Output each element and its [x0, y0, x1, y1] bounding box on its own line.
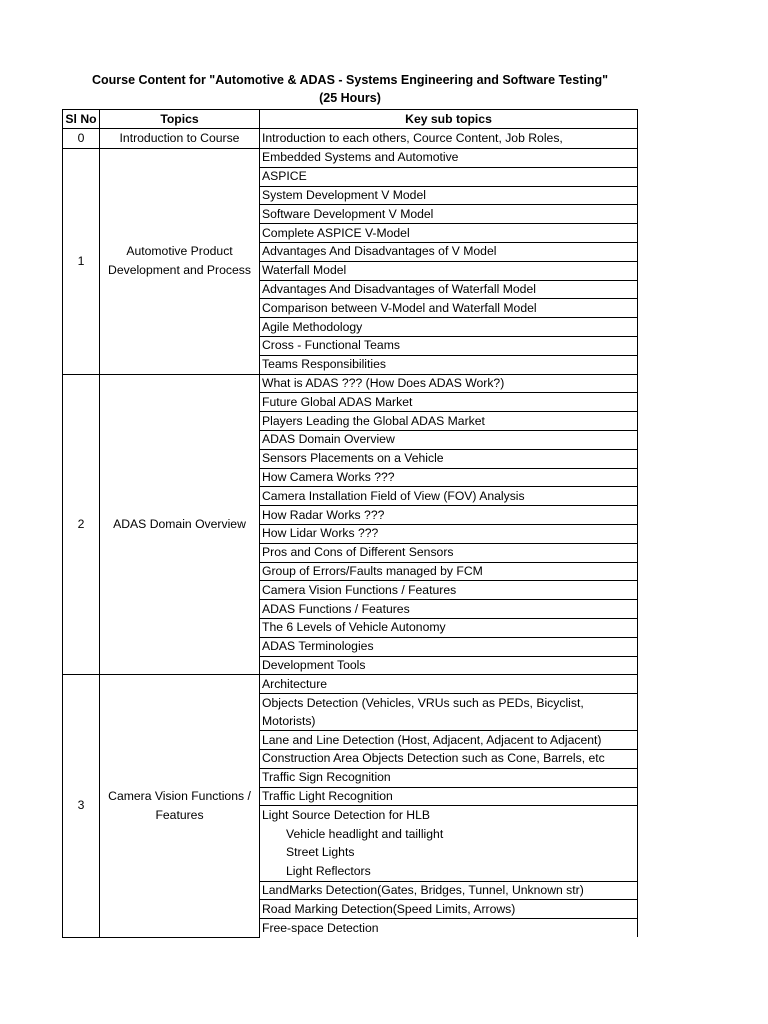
- sub-topic: Free-space Detection: [260, 919, 638, 937]
- table-row: [63, 129, 638, 149]
- sub-topic: Traffic Sign Recognition: [260, 768, 638, 787]
- section-topic: ADAS Domain Overview: [100, 374, 260, 675]
- header-key-sub-topics: Key sub topics: [260, 110, 638, 129]
- sub-topic-indented: Street Lights: [286, 845, 355, 860]
- sub-topic: Future Global ADAS Market: [260, 393, 638, 412]
- sub-topic: Advantages And Disadvantages of Waterfall Model: [260, 280, 638, 299]
- sub-topic: Camera Vision Functions / Features: [260, 581, 638, 600]
- sub-topic: Comparison between V-Model and Waterfall Model: [260, 299, 638, 318]
- sub-topic-light-source: [260, 806, 638, 881]
- sub-topic: Waterfall Model: [260, 261, 638, 280]
- section-number: 3: [63, 675, 100, 937]
- sub-topic: Embedded Systems and Automotive: [260, 149, 638, 168]
- sub-topic-indented: Light Reflectors: [286, 864, 371, 879]
- sub-topic: Light Source Detection for HLB: [262, 808, 431, 823]
- sub-topic-indented: Vehicle headlight and taillight: [286, 826, 444, 841]
- section-topic: Camera Vision Functions / Features: [100, 675, 260, 937]
- sub-topic: Teams Responsibilities: [260, 355, 638, 374]
- sub-topic: Players Leading the Global ADAS Market: [260, 412, 638, 431]
- header-sl-no: Sl No: [63, 110, 100, 129]
- section-number: 1: [63, 149, 100, 375]
- sub-topic: Road Marking Detection(Speed Limits, Arrows): [260, 900, 638, 919]
- sub-topic: Lane and Line Detection (Host, Adjacent, Adjacent to Adjacent): [260, 731, 638, 750]
- sub-topic: Development Tools: [260, 656, 638, 675]
- sub-topic: LandMarks Detection(Gates, Bridges, Tunnel, Unknown str): [260, 881, 638, 900]
- sub-topic: ADAS Domain Overview: [260, 430, 638, 449]
- sub-topic: Introduction to each others, Cource Content, Job Roles,: [260, 129, 638, 149]
- sub-topic: Advantages And Disadvantages of V Model: [260, 242, 638, 261]
- sub-topic: Agile Methodology: [260, 318, 638, 337]
- sub-topic: The 6 Levels of Vehicle Autonomy: [260, 618, 638, 637]
- section-number: 0: [63, 129, 100, 149]
- sub-topic: Pros and Cons of Different Sensors: [260, 543, 638, 562]
- table-row: [63, 374, 638, 393]
- sub-topic: System Development V Model: [260, 186, 638, 205]
- sub-topic: Architecture: [260, 675, 638, 694]
- document-duration: (25 Hours): [319, 91, 381, 105]
- table-header-row: [63, 110, 638, 129]
- sub-topic: Construction Area Objects Detection such as Cone, Barrels, etc: [260, 749, 638, 768]
- section-topic: Automotive Product Development and Process: [100, 149, 260, 375]
- sub-topic: Traffic Light Recognition: [260, 787, 638, 806]
- table-row: [63, 675, 638, 694]
- sub-topic: ADAS Functions / Features: [260, 600, 638, 619]
- sub-topic: Complete ASPICE V-Model: [260, 224, 638, 243]
- sub-topic: How Lidar Works ???: [260, 524, 638, 543]
- section-topic: Introduction to Course: [100, 129, 260, 149]
- sub-topic: Group of Errors/Faults managed by FCM: [260, 562, 638, 581]
- sub-topic: Objects Detection (Vehicles, VRUs such as PEDs, Bicyclist, Motorists): [260, 694, 638, 731]
- sub-topic: Sensors Placements on a Vehicle: [260, 449, 638, 468]
- sub-topic: How Radar Works ???: [260, 506, 638, 525]
- document-title: Course Content for "Automotive & ADAS - Systems Engineering and Software Testing": [91, 73, 609, 87]
- sub-topic: What is ADAS ??? (How Does ADAS Work?): [260, 374, 638, 393]
- sub-topic: Cross - Functional Teams: [260, 336, 638, 355]
- sub-topic: How Camera Works ???: [260, 468, 638, 487]
- section-number: 2: [63, 374, 100, 675]
- sub-topic: ADAS Terminologies: [260, 637, 638, 656]
- sub-topic: ASPICE: [260, 167, 638, 186]
- course-content-table: [62, 109, 638, 938]
- sub-topic: Software Development V Model: [260, 205, 638, 224]
- table-row: [63, 149, 638, 168]
- header-topics: Topics: [100, 110, 260, 129]
- sub-topic: Camera Installation Field of View (FOV) Analysis: [260, 487, 638, 506]
